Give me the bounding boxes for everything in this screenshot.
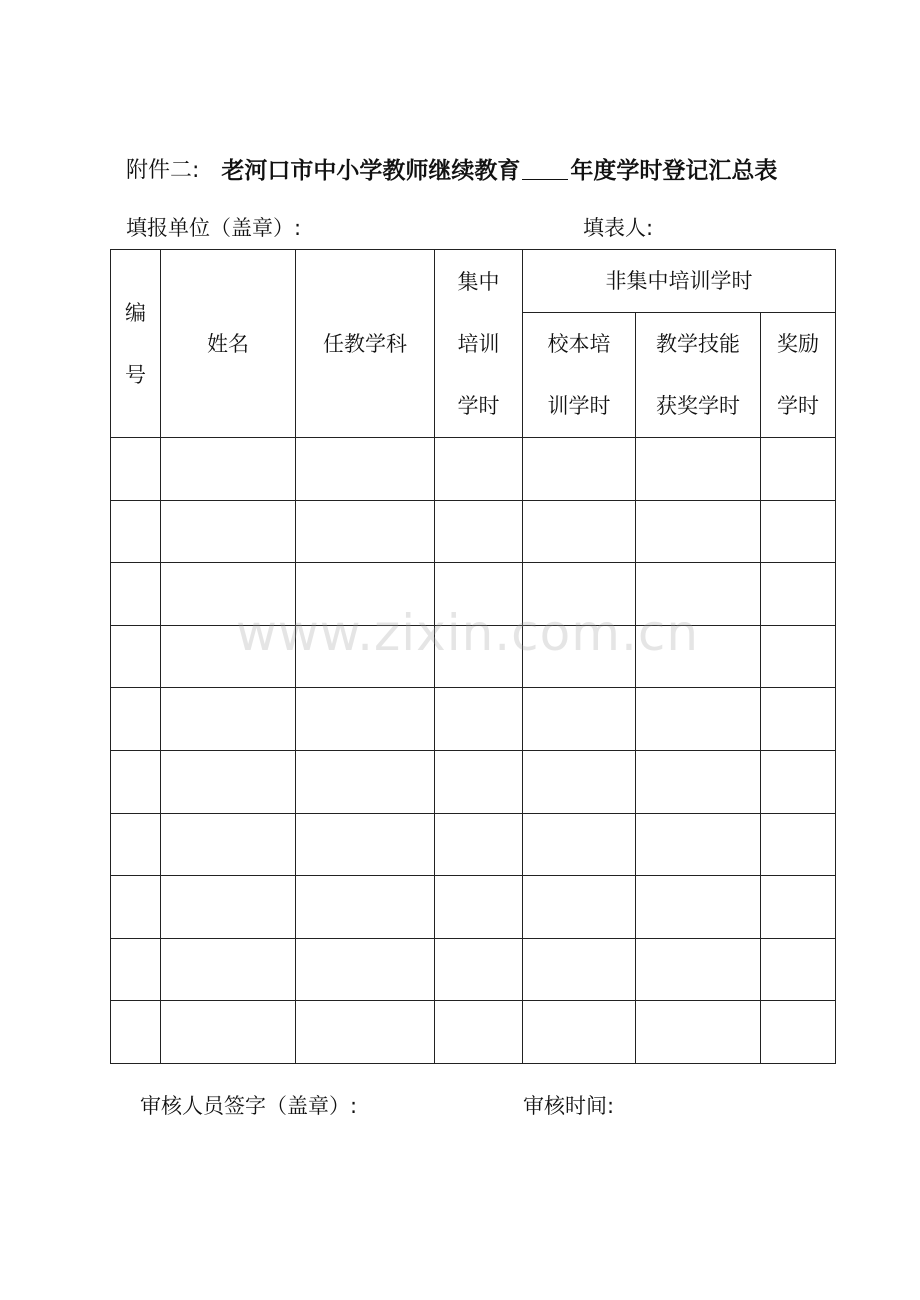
header-central-training-hours: 集中 培训 学时 [435,250,523,438]
cell-name[interactable] [161,938,296,1001]
cell-subject[interactable] [296,750,435,813]
cell-central-hours[interactable] [435,625,523,688]
cell-skill-hours[interactable] [636,625,761,688]
cell-reward-hours[interactable] [761,938,836,1001]
cell-central-hours[interactable] [435,563,523,626]
cell-name[interactable] [161,688,296,751]
cell-school-hours[interactable] [523,750,636,813]
table-row [111,563,836,626]
title-text-part2: 年度学时登记汇总表 [570,156,778,184]
cell-skill-hours[interactable] [636,1001,761,1064]
cell-subject[interactable] [296,688,435,751]
cell-skill-hours[interactable] [636,750,761,813]
header-school-based-hours: 校本培 训学时 [523,313,636,438]
cell-reward-hours[interactable] [761,625,836,688]
cell-subject[interactable] [296,938,435,1001]
header-name: 姓名 [161,250,296,438]
cell-central-hours[interactable] [435,876,523,939]
table-row [111,500,836,563]
header-number: 编 号 [111,250,161,438]
cell-skill-hours[interactable] [636,500,761,563]
table-row [111,625,836,688]
cell-reward-hours[interactable] [761,563,836,626]
cell-skill-hours[interactable] [636,688,761,751]
cell-school-hours[interactable] [523,876,636,939]
registration-table [110,249,836,1064]
cell-central-hours[interactable] [435,500,523,563]
cell-number[interactable] [111,813,161,876]
cell-reward-hours[interactable] [761,1001,836,1064]
table-row [111,1001,836,1064]
cell-skill-hours[interactable] [636,876,761,939]
cell-school-hours[interactable] [523,938,636,1001]
title-text-part1: 老河口市中小学教师继续教育 [221,156,521,184]
cell-central-hours[interactable] [435,438,523,501]
cell-skill-hours[interactable] [636,563,761,626]
cell-name[interactable] [161,1001,296,1064]
cell-name[interactable] [161,500,296,563]
header-noncentral-training-hours: 非集中培训学时 [523,250,836,313]
cell-number[interactable] [111,876,161,939]
document-title [126,148,777,188]
cell-central-hours[interactable] [435,750,523,813]
cell-school-hours[interactable] [523,813,636,876]
cell-number[interactable] [111,563,161,626]
cell-number[interactable] [111,750,161,813]
cell-skill-hours[interactable] [636,813,761,876]
cell-school-hours[interactable] [523,438,636,501]
cell-central-hours[interactable] [435,688,523,751]
cell-school-hours[interactable] [523,1001,636,1064]
cell-subject[interactable] [296,813,435,876]
cell-reward-hours[interactable] [761,438,836,501]
cell-subject[interactable] [296,625,435,688]
cell-reward-hours[interactable] [761,876,836,939]
cell-reward-hours[interactable] [761,500,836,563]
review-time-label: 审核时间: [523,1094,615,1118]
table-row [111,876,836,939]
cell-name[interactable] [161,563,296,626]
table-row [111,813,836,876]
header-subject: 任教学科 [296,250,435,438]
cell-reward-hours[interactable] [761,750,836,813]
cell-number[interactable] [111,500,161,563]
table-row [111,750,836,813]
reviewer-signature-label: 审核人员签字（盖章）: [140,1094,358,1118]
cell-number[interactable] [111,1001,161,1064]
cell-skill-hours[interactable] [636,438,761,501]
cell-subject[interactable] [296,563,435,626]
header-reward-hours: 奖励 学时 [761,313,836,438]
cell-subject[interactable] [296,438,435,501]
cell-name[interactable] [161,876,296,939]
cell-name[interactable] [161,625,296,688]
cell-name[interactable] [161,813,296,876]
cell-school-hours[interactable] [523,625,636,688]
reporting-unit-label: 填报单位（盖章）: [126,216,302,240]
cell-number[interactable] [111,438,161,501]
year-blank[interactable] [522,157,568,180]
cell-subject[interactable] [296,876,435,939]
table-row [111,938,836,1001]
watermark: www.zixin.com.cn [236,604,700,662]
cell-school-hours[interactable] [523,563,636,626]
cell-central-hours[interactable] [435,1001,523,1064]
cell-number[interactable] [111,938,161,1001]
table-row [111,438,836,501]
cell-name[interactable] [161,438,296,501]
cell-subject[interactable] [296,500,435,563]
form-filler-label: 填表人: [583,216,654,240]
cell-central-hours[interactable] [435,813,523,876]
table-row [111,688,836,751]
cell-school-hours[interactable] [523,500,636,563]
cell-number[interactable] [111,688,161,751]
cell-central-hours[interactable] [435,938,523,1001]
attachment-label: 附件二: [126,157,200,183]
header-skill-award-hours: 教学技能 获奖学时 [636,313,761,438]
cell-name[interactable] [161,750,296,813]
cell-school-hours[interactable] [523,688,636,751]
cell-skill-hours[interactable] [636,938,761,1001]
cell-subject[interactable] [296,1001,435,1064]
cell-number[interactable] [111,625,161,688]
cell-reward-hours[interactable] [761,813,836,876]
cell-reward-hours[interactable] [761,688,836,751]
